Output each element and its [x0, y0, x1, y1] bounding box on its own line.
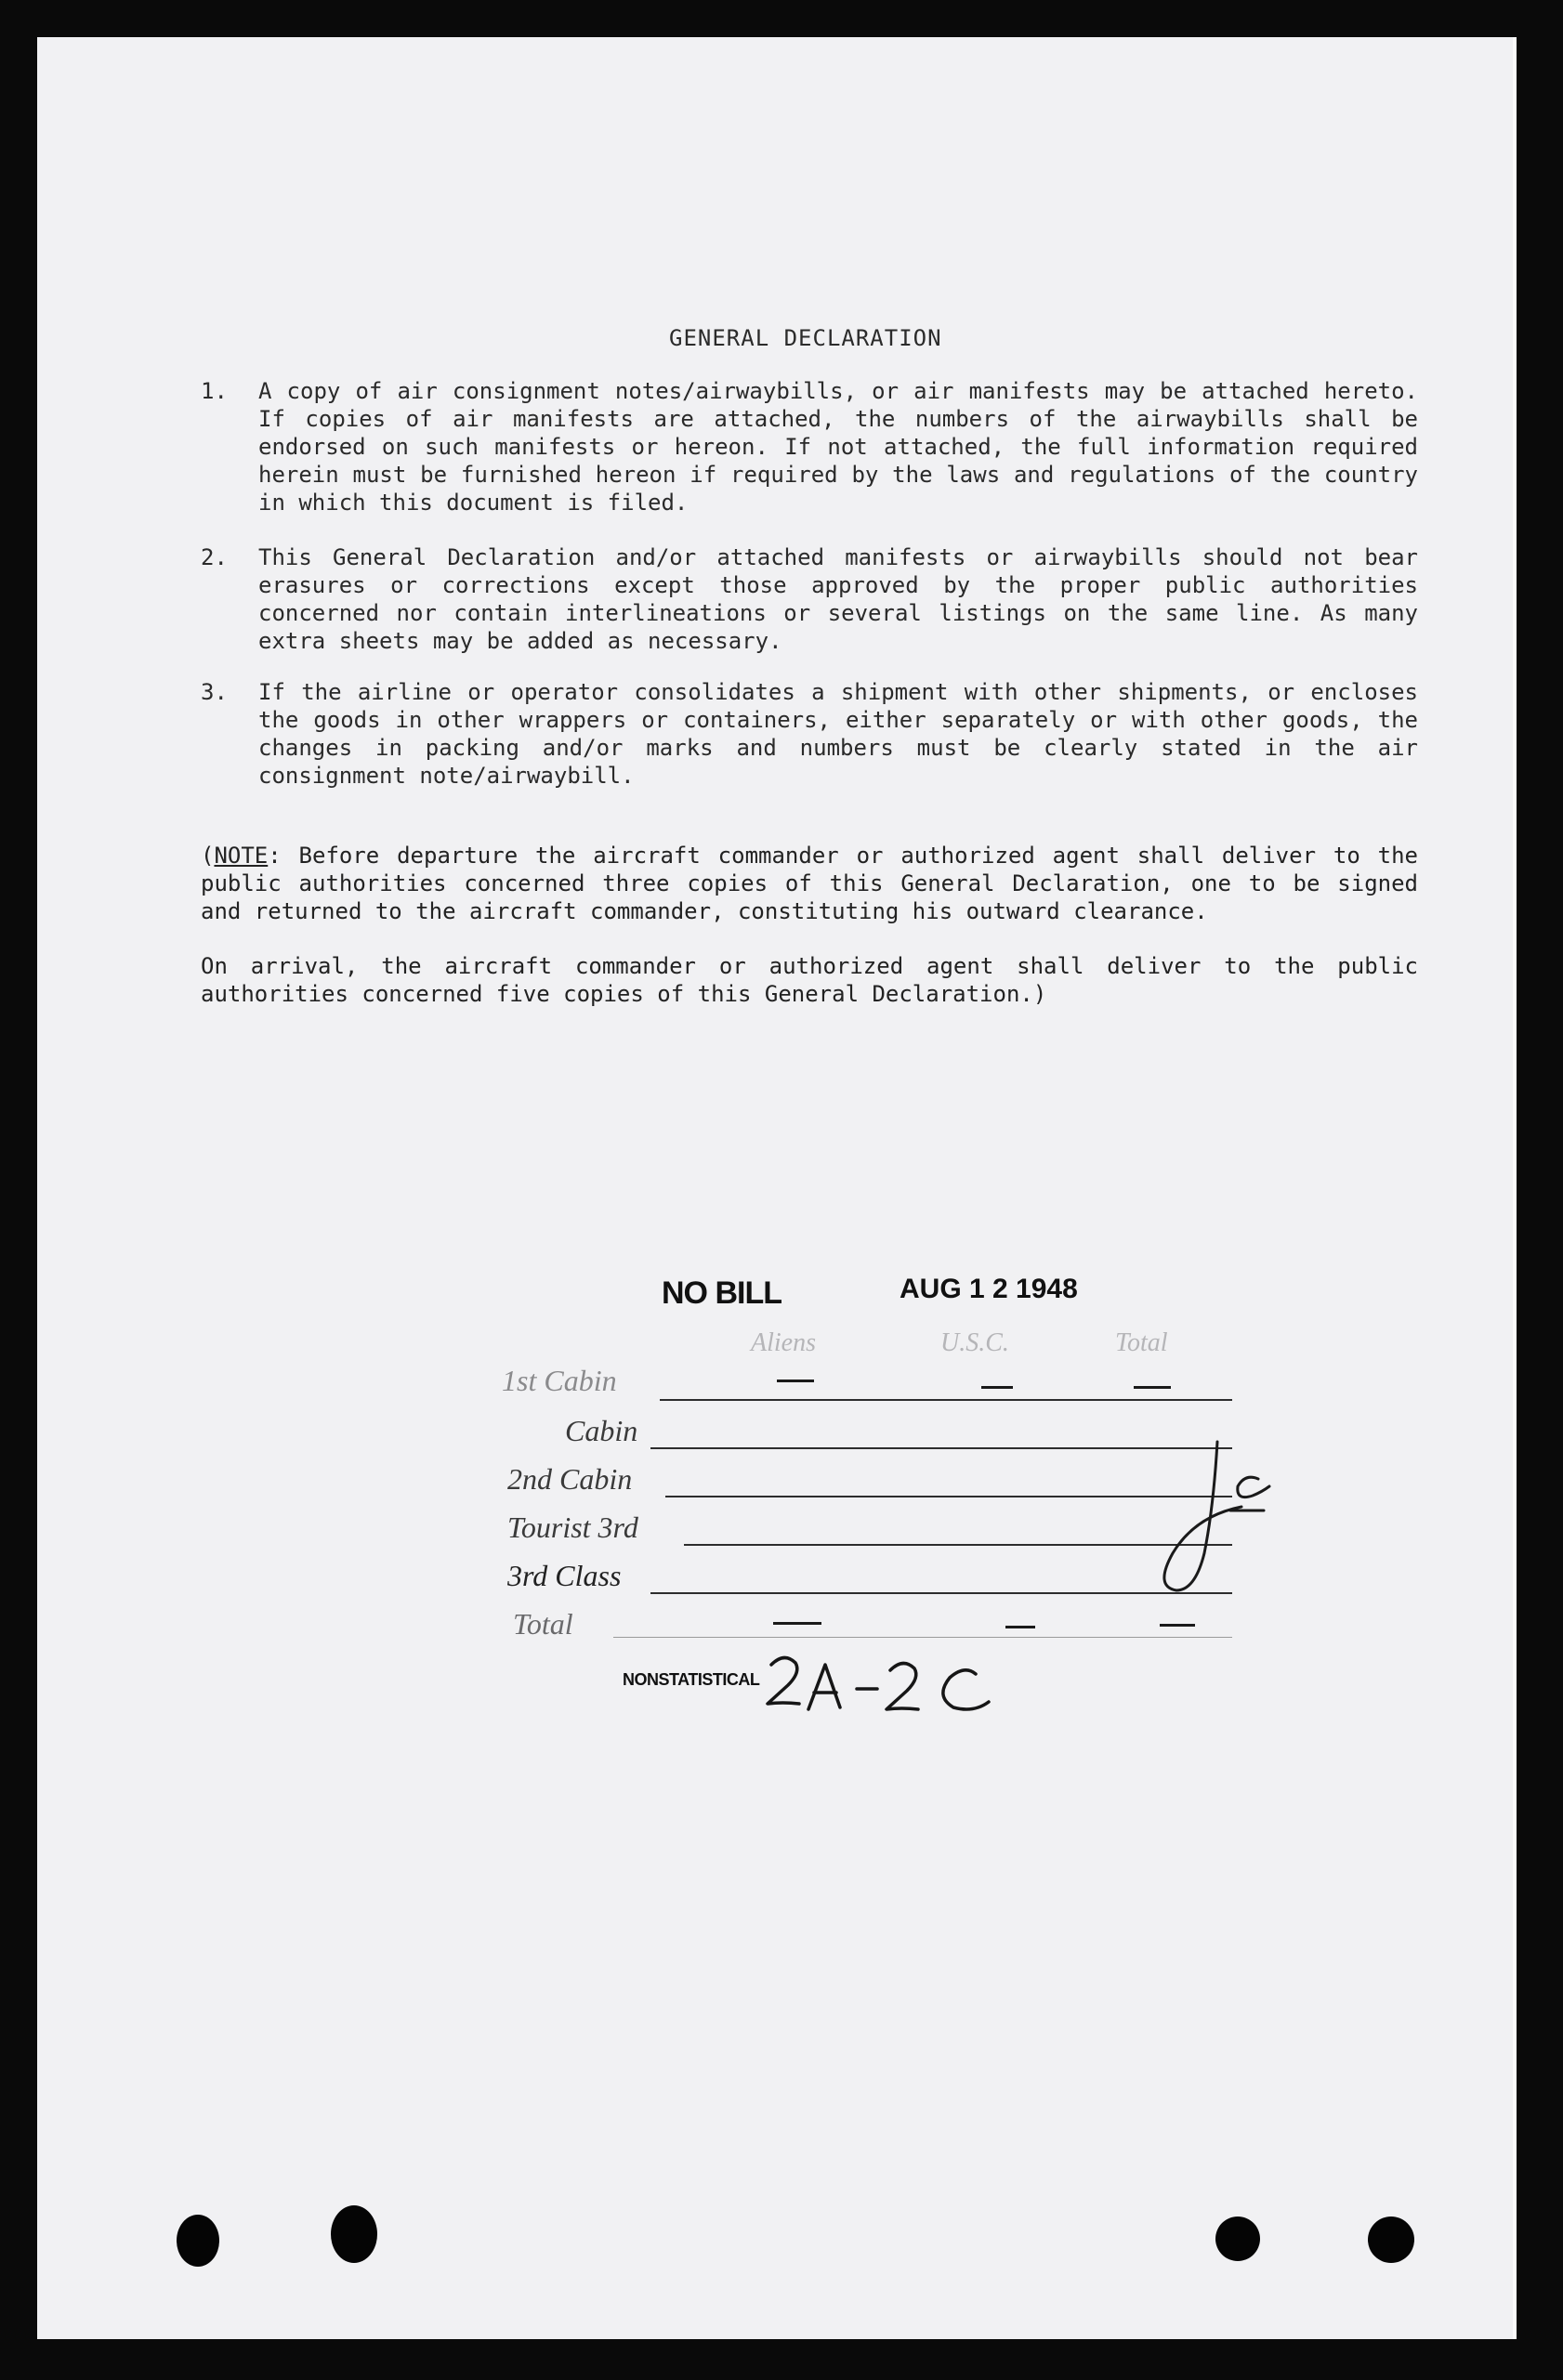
item-number: 1. — [201, 378, 228, 404]
item-text: A copy of air consignment notes/airwaybills, or air manifests may be attached hereto. If copies of air manifests are attached, the numbers of the airwaybills shall be endorsed on such manifests or hereon. If not attached, the full information required herein must be furnished hereon if required by the laws and regulations of the country in which this document is filed. — [258, 378, 1418, 516]
row-label-total: Total — [513, 1607, 573, 1641]
row-label-cabin: Cabin — [565, 1414, 638, 1447]
column-aliens: Aliens — [751, 1328, 816, 1357]
note-text: : Before departure the aircraft commander or authorized agent shall deliver to the public authorities concerned three copies of this General Declaration, one to be signed and returned to the aircraft commander, constituting his outward clearance. — [201, 843, 1418, 924]
item-text: If the airline or operator consolidates a shipment with other shipments, or encloses the goods in other wrappers or containers, either separately or with other goods, the changes in packing and/or marks and numbers must be clearly stated in the air consignment note/airwaybill. — [258, 679, 1418, 789]
document-page — [37, 37, 1517, 2339]
row-label-3rd-class: 3rd Class — [507, 1559, 622, 1592]
punch-hole — [331, 2205, 377, 2263]
no-bill-stamp: NO BILL — [662, 1275, 782, 1311]
column-usc: U.S.C. — [940, 1328, 1009, 1357]
arrival-paragraph: On arrival, the aircraft commander or authorized agent shall deliver to the public authorities concerned five copies of this General Declaration.) — [201, 953, 1418, 1007]
column-total: Total — [1115, 1328, 1168, 1357]
handwriting-layer — [37, 37, 1513, 2339]
nonstatistical-stamp: NONSTATISTICAL — [623, 1670, 760, 1689]
row-label-2nd-cabin: 2nd Cabin — [507, 1462, 633, 1496]
handwritten-code — [768, 1657, 989, 1709]
row-label-tourist-3rd: Tourist 3rd — [507, 1510, 638, 1544]
document-heading: GENERAL DECLARATION — [669, 325, 942, 351]
handwritten-initials — [1164, 1442, 1269, 1590]
date-stamp: AUG 1 2 1948 — [900, 1274, 1078, 1304]
note-label: NOTE — [214, 843, 269, 869]
note-open-paren: ( — [201, 843, 215, 869]
item-text: This General Declaration and/or attached manifests or airwaybills should not bear erasures or corrections except those approved by the proper public authorities concerned nor contain interlineations or several listings on the same line. As many extra sheets may be added as necessary. — [258, 544, 1418, 654]
punch-hole — [177, 2215, 219, 2267]
punch-hole — [1215, 2217, 1260, 2261]
item-number: 3. — [201, 679, 228, 705]
row-label-1st-cabin: 1st Cabin — [502, 1364, 617, 1397]
item-number: 2. — [201, 544, 228, 570]
punch-hole — [1368, 2217, 1414, 2263]
